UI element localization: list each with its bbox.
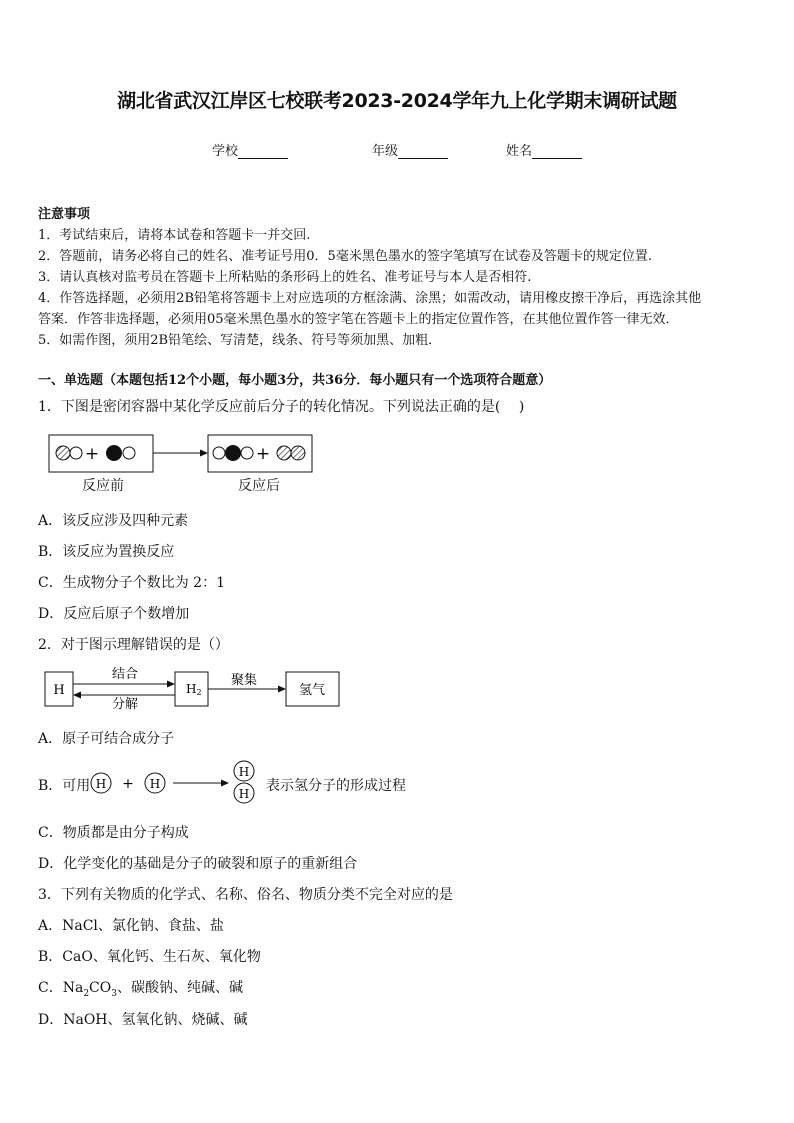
- svg-text:+: +: [255, 444, 271, 464]
- q3-stem: 3．下列有关物质的化学式、名称、俗名、物质分类不完全对应的是: [38, 887, 453, 903]
- section-heading: 一、单选题（本题包括12个小题，每小题3分，共36分．每小题只有一个选项符合题意）: [38, 373, 552, 388]
- q1-option-a: A．该反应涉及四种元素: [38, 513, 189, 529]
- h-text: H: [53, 683, 65, 698]
- white-atom: [213, 447, 225, 459]
- black-atom: [106, 445, 122, 461]
- q2-option-b-suffix: 表示氢分子的形成过程: [266, 778, 406, 794]
- q2-option-b-diagram: [88, 758, 268, 808]
- svg-text:H: H: [149, 777, 161, 791]
- notice-item: 4．作答选择题，必须用2B铅笔将答题卡上对应选项的方框涂满、涂黑；如需改动，请用橡皮擦干净后，再选涂其他: [38, 291, 702, 306]
- combine-label: 结合: [111, 667, 139, 682]
- q3-option-c: C．$Na_2CO_3$、碳酸钠、纯碱、碱: [38, 980, 243, 999]
- grade-label: 年级: [372, 144, 399, 159]
- name-blank: [532, 145, 582, 159]
- label-before: 反应前: [82, 478, 124, 494]
- q1-option-d: D．反应后原子个数增加: [38, 606, 190, 622]
- grade-blank: [398, 145, 448, 159]
- q1-stem: 1．下图是密闭容器中某化学反应前后分子的转化情况。下列说法正确的是( ): [38, 399, 525, 415]
- q2-option-c: C．物质都是由分子构成: [38, 825, 189, 841]
- name-field: [506, 140, 582, 159]
- hatched-atom: [56, 446, 70, 460]
- q2-stem: 2．对于图示理解错误的是（）: [38, 637, 229, 653]
- white-atom: [241, 447, 253, 459]
- white-atom: [70, 447, 82, 459]
- svg-text:+: +: [122, 776, 134, 792]
- gather-label: 聚集: [230, 673, 258, 688]
- svg-text:+: +: [84, 444, 100, 464]
- q1-option-b: B．该反应为置换反应: [38, 544, 175, 560]
- black-atom: [225, 445, 241, 461]
- white-atom: [123, 447, 135, 459]
- svg-text:H: H: [95, 777, 107, 791]
- q3-option-a: A．NaCl、氯化钠、食盐、盐: [38, 918, 224, 934]
- hatched-atom: [277, 446, 291, 460]
- q2-option-b-prefix: B．可用: [38, 778, 91, 794]
- notice-item: 2．答题前，请务必将自己的姓名、准考证号用0．5毫米黑色墨水的签字笔填写在试卷及答题卡的规定位置.: [38, 249, 652, 264]
- decompose-label: 分解: [111, 697, 139, 712]
- notice-item: 答案．作答非选择题，必须用05毫米黑色墨水的签字笔在答题卡上的指定位置作答，在其他位置作答一律无效．: [38, 312, 679, 327]
- school-field: [212, 140, 288, 159]
- name-label: 姓名: [506, 144, 533, 159]
- page-title: 湖北省武汉江岸区七校联考2023-2024学年九上化学期末调研试题: [117, 90, 677, 112]
- grade-field: [372, 140, 448, 159]
- q1-option-c: C．生成物分子个数比为 2：1: [38, 575, 225, 591]
- q2-option-d: D．化学变化的基础是分子的破裂和原子的重新组合: [38, 856, 358, 872]
- q2-diagram: [40, 662, 350, 712]
- q3-option-b: B．CaO、氧化钙、生石灰、氧化物: [38, 949, 261, 965]
- label-after: 反应后: [238, 478, 280, 494]
- h2-text: H2: [186, 682, 202, 697]
- hatched-atom: [291, 446, 305, 460]
- notice-item: 3．请认真核对监考员在答题卡上所粘贴的条形码上的姓名、准考证号与本人是否相符.: [38, 270, 532, 285]
- notice-heading: 注意事项: [38, 207, 91, 222]
- svg-text:H: H: [238, 765, 250, 779]
- notice-item: 5．如需作图，须用2B铅笔绘、写清楚，线条、符号等须加黑、加粗．: [38, 333, 442, 348]
- hydrogen-text: 氢气: [298, 683, 326, 698]
- notice-item: 1．考试结束后，请将本试卷和答题卡一并交回.: [38, 228, 311, 243]
- school-label: 学校: [212, 144, 239, 159]
- svg-text:H: H: [238, 787, 250, 801]
- q2-option-a: A．原子可结合成分子: [38, 731, 175, 747]
- q3-option-d: D．NaOH、氢氧化钠、烧碱、碱: [38, 1012, 248, 1028]
- school-blank: [238, 145, 288, 159]
